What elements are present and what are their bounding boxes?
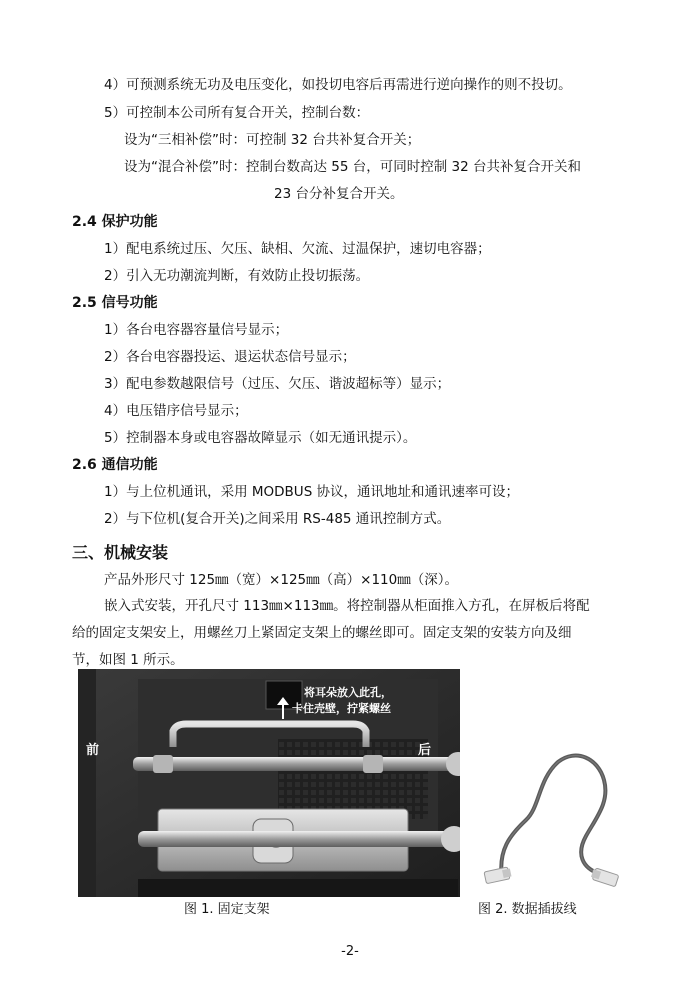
list-item: 1）各台电容器容量信号显示； <box>104 322 289 338</box>
fixing-bracket-illustration <box>78 669 460 897</box>
figure-1-photo <box>78 669 460 897</box>
list-item: 3）配电参数越限信号（过压、欠压、谐波超标等）显示； <box>104 376 451 392</box>
figure-1-annotation-line1: 将耳朵放入此孔， <box>304 686 392 699</box>
figure-1-annotation-line2: 卡住壳壁，拧紧螺丝 <box>292 702 391 715</box>
figure-1-caption: 图 1. 固定支架 <box>184 902 270 917</box>
figure-2-photo <box>478 740 628 892</box>
list-item: 2）引入无功潮流判断，有效防止投切振荡。 <box>104 268 370 284</box>
paragraph-install-line3: 节，如图 1 所示。 <box>72 652 184 668</box>
section-heading-2-5: 2.5 信号功能 <box>72 295 158 311</box>
section-heading-2-6: 2.6 通信功能 <box>72 457 158 473</box>
list-item: 2）与下位机(复合开关)之间采用 RS-485 通讯控制方式。 <box>104 511 451 527</box>
figure-1-label-front: 前 <box>86 743 100 758</box>
list-item: 4）电压错序信号显示； <box>104 403 248 419</box>
figure-2-caption: 图 2. 数据插拔线 <box>478 902 577 917</box>
list-item: 1）与上位机通讯，采用 MODBUS 协议，通讯地址和通讯速率可设； <box>104 484 520 500</box>
paragraph-install-line2: 给的固定支架安上，用螺丝刀上紧固定支架上的螺丝即可。固定支架的安装方向及细 <box>72 625 572 641</box>
section-heading-2-4: 2.4 保护功能 <box>72 214 158 230</box>
list-item: 5）控制器本身或电容器故障显示（如无通讯提示）。 <box>104 430 417 446</box>
page-number: -2- <box>341 944 359 959</box>
list-item-5-sub1: 设为“三相补偿”时：可控制 32 台共补复合开关； <box>124 132 421 148</box>
section-heading-3: 三、机械安装 <box>72 543 169 562</box>
data-cable-illustration <box>478 740 628 892</box>
list-item-4: 4）可预测系统无功及电压变化，如投切电容后再需进行逆向操作的则不投切。 <box>104 77 572 93</box>
list-item-5-sub2b: 23 台分补复合开关。 <box>274 186 404 202</box>
list-item-5-sub2a: 设为“混合补偿”时：控制台数高达 55 台，可同时控制 32 台共补复合开关和 <box>124 159 582 175</box>
figure-1-label-back: 后 <box>418 743 432 758</box>
paragraph-dimensions: 产品外形尺寸 125㎜（宽）×125㎜（高）×110㎜（深）。 <box>104 572 458 588</box>
paragraph-install-line1: 嵌入式安装，开孔尺寸 113㎜×113㎜。将控制器从柜面推入方孔，在屏板后将配 <box>104 598 590 614</box>
list-item-5: 5）可控制本公司所有复合开关，控制台数： <box>104 105 370 121</box>
list-item: 1）配电系统过压、欠压、缺相、欠流、过温保护，速切电容器； <box>104 241 491 257</box>
list-item: 2）各台电容器投运、退运状态信号显示； <box>104 349 356 365</box>
